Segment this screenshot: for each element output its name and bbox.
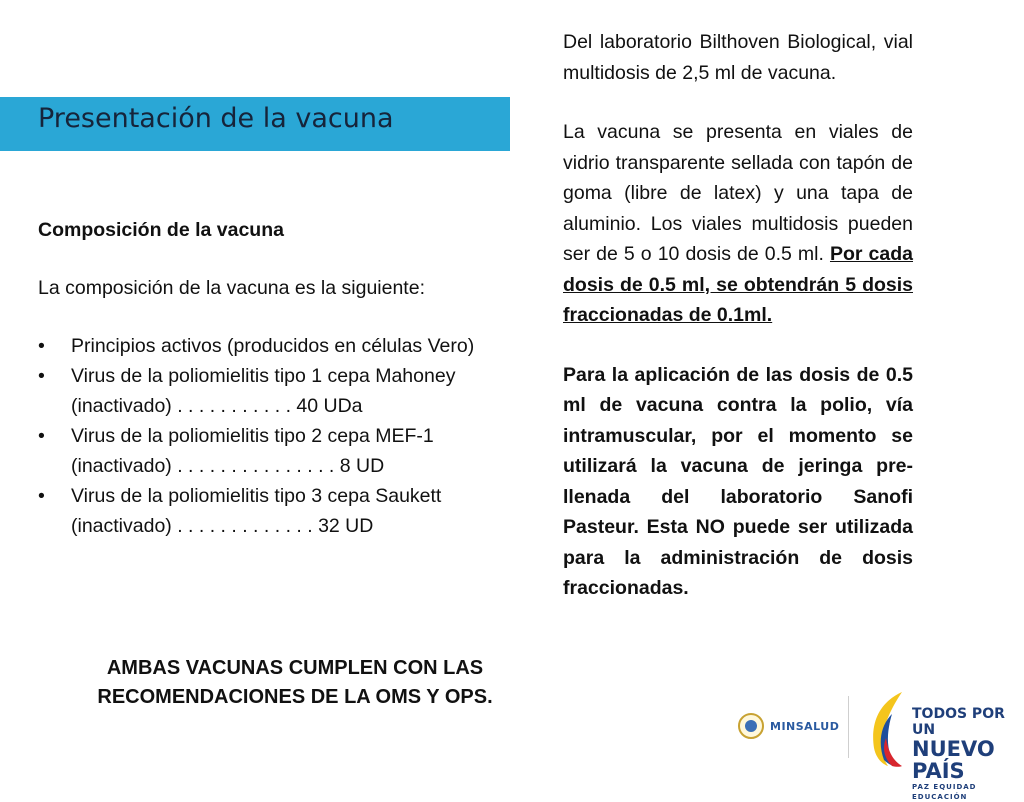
logo-divider [848, 696, 849, 758]
composition-section [38, 215, 478, 541]
list-item: • Virus de la poliomielitis tipo 1 cepa Mahoney (inactivado) . . . . . . . . . . . 40 UDa [38, 361, 478, 421]
title-bar [0, 97, 510, 151]
recommendation-line-1: AMBAS VACUNAS CUMPLEN CON LAS [106, 657, 484, 679]
footer-logos [690, 688, 1024, 801]
vial-description: La vacuna se presenta en viales de vidrio transparente sellada con tapón de goma (libre de latex) y una tapa de aluminio. Los viales multidosis pueden ser de 5 o 10 dosis de 0.5 ml. [563, 121, 913, 265]
colombia-flag-swoosh-icon [862, 688, 910, 768]
vial-paragraph [563, 117, 913, 331]
list-item: • Principios activos (producidos en células Vero) [38, 331, 478, 361]
application-paragraph: Para la aplicación de las dosis de 0.5 ml de vacuna contra la polio, vía intramuscular, por el momento se utilizará la vacuna de jeringa pre-llenada del laboratorio Sanofi Pasteur. Esta NO puede ser utilizada para la administración de dosis fraccionadas. [563, 363, 913, 599]
fractional-dose-note: Por cada dosis de 0.5 ml, se obtendrán 5 dosis fraccionadas de 0.1ml. [563, 243, 913, 326]
list-item: • Virus de la poliomielitis tipo 3 cepa Saukett (inactivado) . . . . . . . . . . . . . 32 UD [38, 481, 478, 541]
laboratory-paragraph: Del laboratorio Bilthoven Biological, vial multidosis de 2,5 ml de vacuna. [563, 31, 913, 84]
page-title: Presentación de la vacuna [38, 103, 394, 134]
minsalud-label: MINSALUD [770, 719, 840, 733]
coat-of-arms-icon [738, 713, 764, 739]
campaign-line-3: PAZ EQUIDAD EDUCACIÓN [912, 783, 977, 801]
campaign-line-1: TODOS POR UN [912, 706, 1005, 738]
campaign-logo [912, 706, 1022, 802]
list-item: • Virus de la poliomielitis tipo 2 cepa MEF-1 (inactivado) . . . . . . . . . . . . . . . 8 UD [38, 421, 478, 481]
composition-subheading: Composición de la vacuna [38, 219, 284, 241]
presentation-section [563, 27, 913, 604]
recommendation-line-2: RECOMENDACIONES DE LA OMS Y OPS. [97, 686, 493, 708]
campaign-line-2: NUEVO PAÍS [912, 737, 995, 783]
ingredient-list [38, 331, 478, 541]
recommendation-note [40, 654, 550, 712]
composition-intro: La composición de la vacuna es la siguiente: [38, 277, 425, 299]
minsalud-logo [690, 710, 840, 742]
